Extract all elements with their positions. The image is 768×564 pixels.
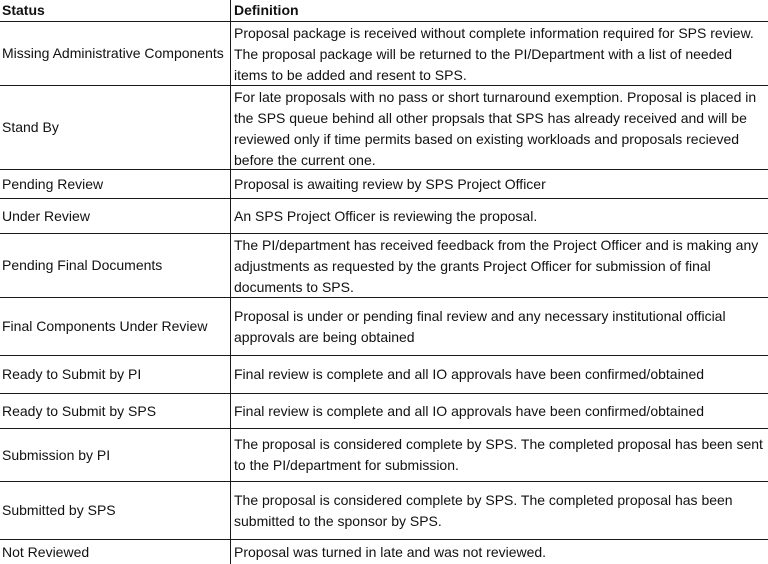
table-row xyxy=(0,356,768,394)
table-row xyxy=(0,199,768,234)
definition-cell: An SPS Project Officer is reviewing the proposal. xyxy=(234,207,538,224)
status-cell: Submitted by SPS xyxy=(0,482,231,539)
definition-cell: For late proposals with no pass or short turnaround exemption. Proposal is placed in the SPS queue behind all other propsals that SPS has already received and will be reviewed only if time permits based on existing workloads and proposals recieved before the current one. xyxy=(234,89,757,168)
table-row xyxy=(0,234,768,298)
table-header-row xyxy=(0,0,768,22)
table-row xyxy=(0,429,768,482)
status-cell: Missing Administrative Components xyxy=(0,22,231,85)
status-cell: Under Review xyxy=(0,199,231,233)
table-row xyxy=(0,170,768,199)
table-row xyxy=(0,540,768,564)
definition-cell: Proposal package is received without complete information required for SPS review. The proposal package will be returned to the PI/Department with a list of needed items to be added and resent to SPS. xyxy=(234,25,754,83)
status-cell: Final Components Under Review xyxy=(0,298,231,355)
definition-cell: Proposal was turned in late and was not reviewed. xyxy=(234,543,547,560)
status-cell: Pending Review xyxy=(0,170,231,198)
definition-cell: The PI/department has received feedback from the Project Officer and is making any adjustments as requested by the grants Project Officer for submission of final documents to SPS. xyxy=(234,237,759,295)
table-row xyxy=(0,394,768,429)
status-cell: Ready to Submit by SPS xyxy=(0,394,231,428)
definition-column-header: Definition xyxy=(234,2,299,18)
table-row xyxy=(0,482,768,540)
status-column-header: Status xyxy=(0,0,231,21)
definition-cell: The proposal is considered complete by SPS. The completed proposal has been submitted to the sponsor by SPS. xyxy=(234,491,733,529)
status-cell: Pending Final Documents xyxy=(0,234,231,297)
status-cell: Ready to Submit by PI xyxy=(0,356,231,393)
definition-cell: Final review is complete and all IO approvals have been confirmed/obtained xyxy=(234,402,705,419)
status-cell: Not Reviewed xyxy=(0,540,231,564)
status-cell: Stand By xyxy=(0,86,231,169)
table-row xyxy=(0,22,768,86)
table-row xyxy=(0,86,768,170)
definition-cell: Final review is complete and all IO approvals have been confirmed/obtained xyxy=(234,366,705,382)
definition-cell: Proposal is under or pending final review and any necessary institutional official approvals are being obtained xyxy=(234,307,726,345)
status-cell: Submission by PI xyxy=(0,429,231,481)
definition-cell: The proposal is considered complete by SPS. The completed proposal has been sent to the PI/department for submission. xyxy=(234,436,763,473)
table-row xyxy=(0,298,768,356)
definition-cell: Proposal is awaiting review by SPS Project Officer xyxy=(234,175,546,192)
